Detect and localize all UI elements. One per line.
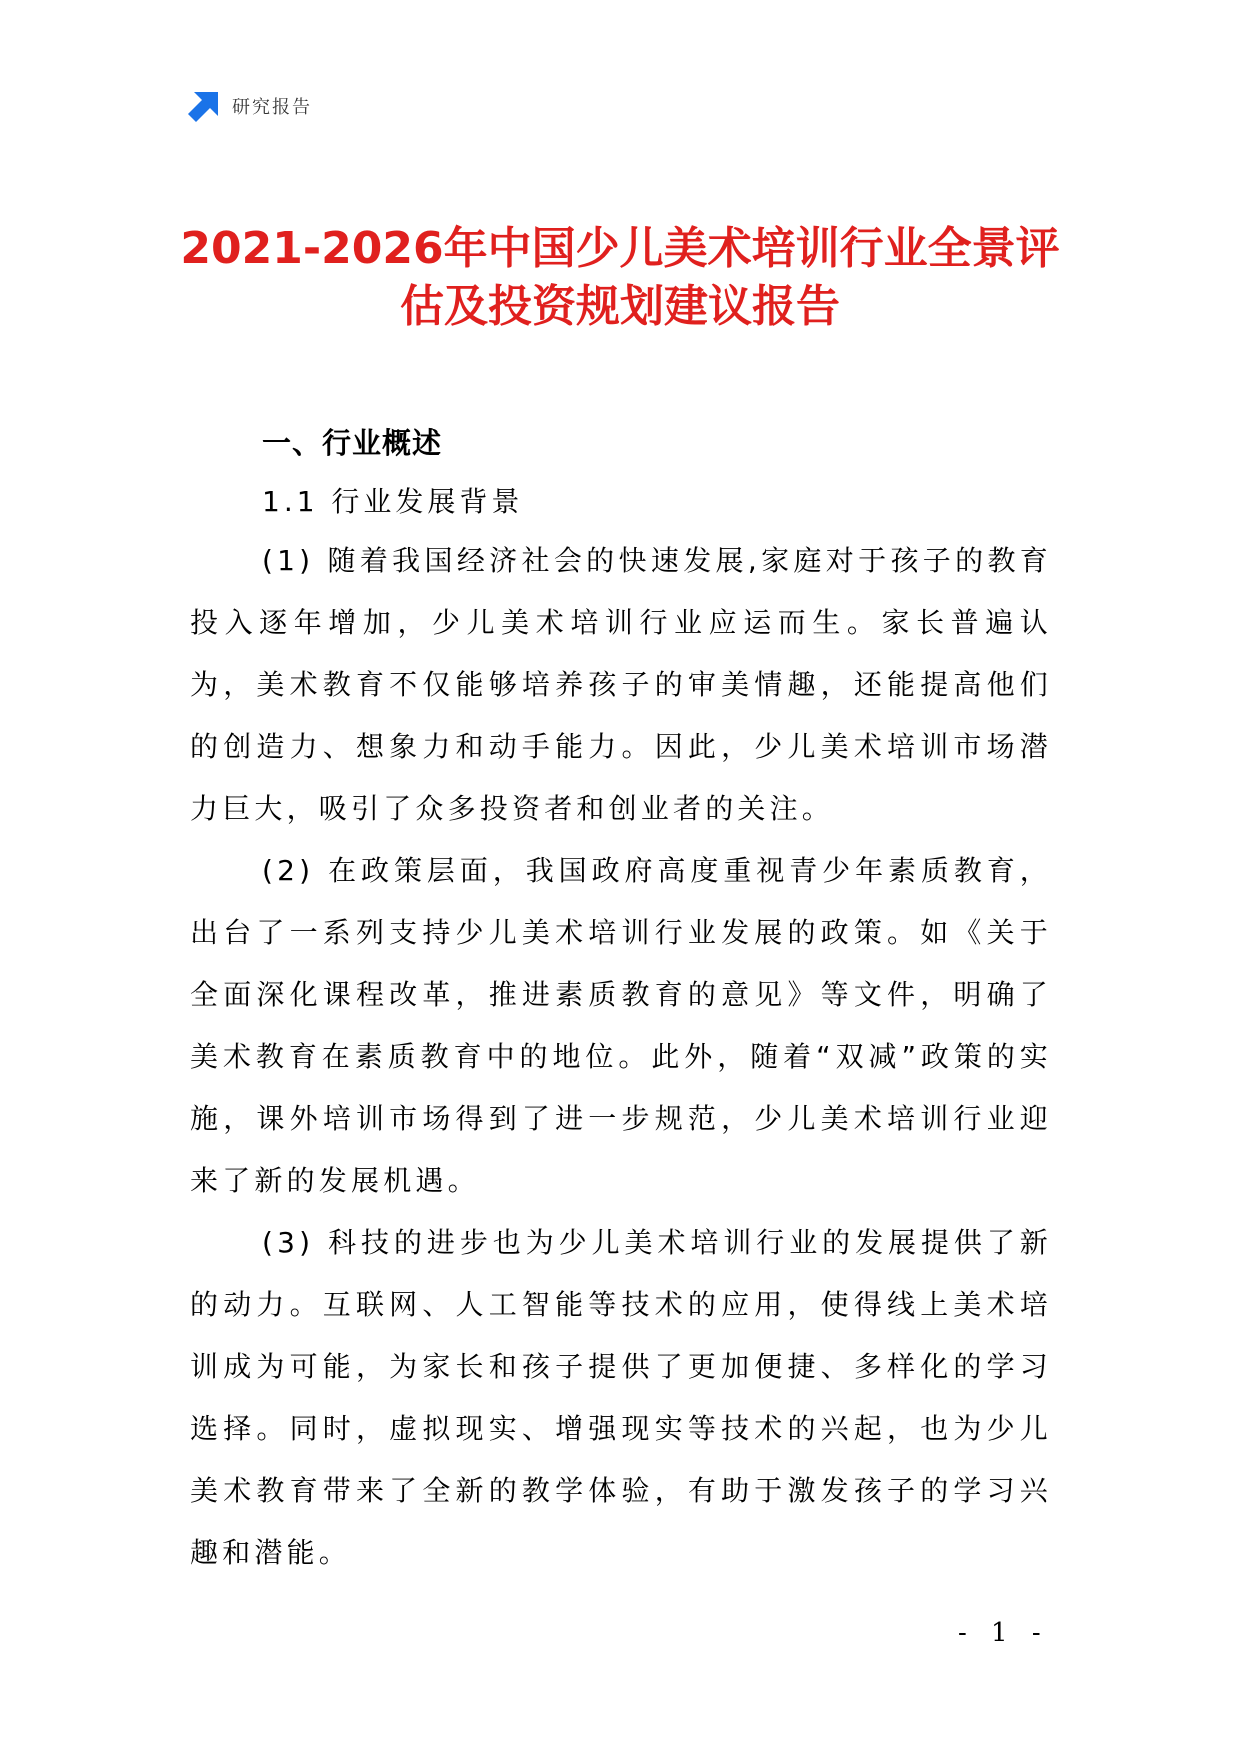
document-body [190, 418, 1052, 1584]
paragraph-3: (3) 科技的进步也为少儿美术培训行业的发展提供了新的动力。互联网、人工智能等技术的应用，使得线上美术培训成为可能，为家长和孩子提供了更加便捷、多样化的学习选择。同时，虚拟现实、增强现实等技术的兴起，也为少儿美术教育带来了全新的教学体验，有助于激发孩子的学习兴趣和潜能。 [190, 1226, 1052, 1569]
header-label: 研究报告 [232, 97, 312, 118]
section-heading: 一、行业概述 [262, 426, 443, 460]
page-header [188, 88, 312, 124]
document-title [180, 220, 1060, 336]
arrow-up-right-icon [188, 90, 220, 122]
paragraph-2: (2) 在政策层面，我国政府高度重视青少年素质教育，出台了一系列支持少儿美术培训行业发展的政策。如《关于全面深化课程改革，推进素质教育的意见》等文件，明确了美术教育在素质教育中的地位。此外，随着“双减”政策的实施，课外培训市场得到了进一步规范，少儿美术培训行业迎来了新的发展机遇。 [190, 854, 1052, 1197]
paragraph-1: (1) 随着我国经济社会的快速发展,家庭对于孩子的教育投入逐年增加，少儿美术培训行业应运而生。家长普遍认为，美术教育不仅能够培养孩子的审美情趣，还能提高他们的创造力、想象力和动手能力。因此，少儿美术培训市场潜力巨大，吸引了众多投资者和创业者的关注。 [190, 544, 1052, 825]
page-number: - 1 - [958, 1618, 1049, 1648]
title-line-2: 估及投资规划建议报告 [400, 281, 840, 332]
subsection-heading: 1.1 行业发展背景 [262, 485, 524, 518]
title-line-1: 2021-2026年中国少儿美术培训行业全景评 [180, 223, 1060, 274]
